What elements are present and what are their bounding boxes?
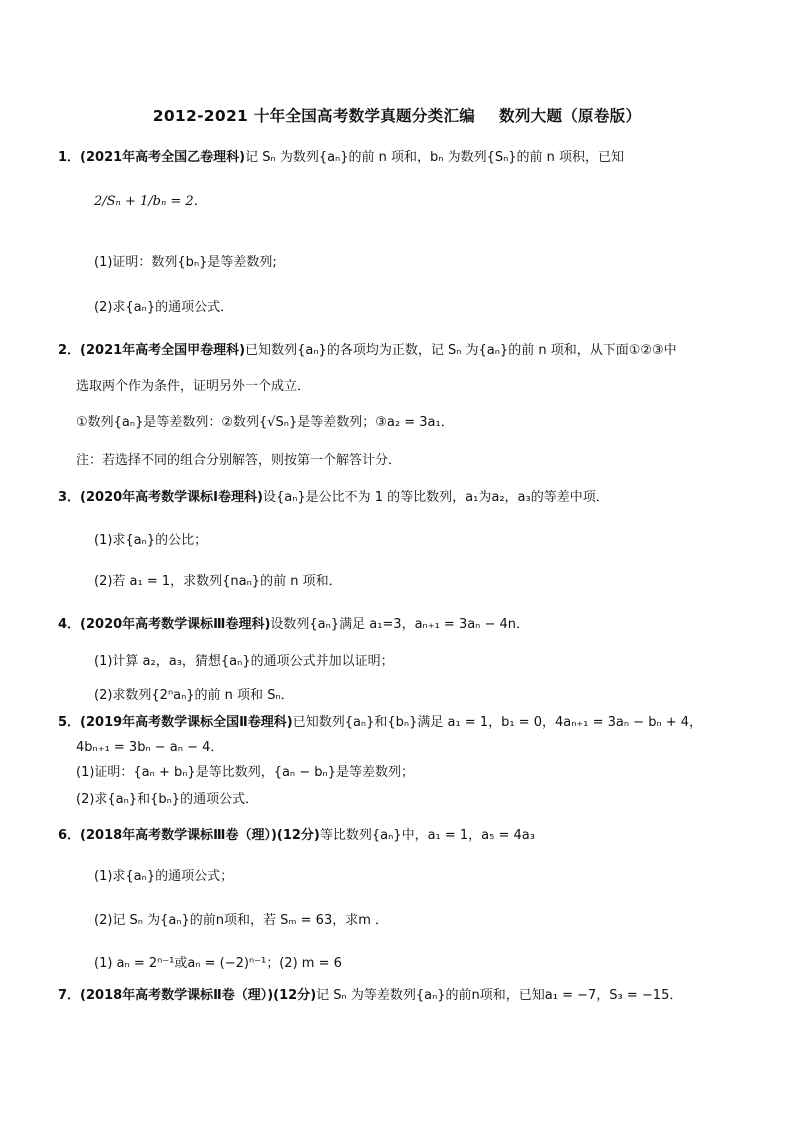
problem-5-stem-cont: 4bₙ₊₁ = 3bₙ − aₙ − 4． [76,740,224,755]
equation-text: 2/Sₙ + 1/bₙ = 2． [94,194,207,209]
problem-1-stem: 1．(2021年高考全国乙卷理科)记 Sₙ 为数列{aₙ}的前 n 项和，bₙ 为数列{Sₙ}的前 n 项积，已知 [58,150,625,165]
title-sub: 数列大题（原卷版） [499,107,642,125]
problem-2-conditions: ①数列{aₙ}是等差数列：②数列{√Sₙ}是等差数列；③a₂ = 3a₁． [76,415,454,430]
problem-2-stem-cont: 选取两个作为条件，证明另外一个成立． [76,379,311,394]
problem-1-equation [94,190,207,209]
problem-5-part-2: (2)求{aₙ}和{bₙ}的通项公式． [76,792,259,807]
problem-3-part-2: (2)若 a₁ = 1，求数列{naₙ}的前 n 项和． [94,574,342,589]
problem-7-stem: 7．(2018年高考数学课标Ⅱ卷（理）)(12分)记 Sₙ 为等差数列{aₙ}的前n项和，已知a₁ = −7，S₃ = −15． [58,988,683,1003]
problem-6-answer: (1) aₙ = 2ⁿ⁻¹或aₙ = (−2)ⁿ⁻¹；(2) m = 6 [94,956,342,971]
problem-2-stem: 2．(2021年高考全国甲卷理科)已知数列{aₙ}的各项均为正数，记 Sₙ 为{aₙ}的前 n 项和，从下面①②③中 [58,343,677,358]
problem-1-part-2: (2)求{aₙ}的通项公式． [94,300,234,315]
problem-2-note: 注：若选择不同的组合分别解答，则按第一个解答计分． [76,453,402,468]
problem-4-part-2: (2)求数列{2ⁿaₙ}的前 n 项和 Sₙ． [94,688,294,703]
problem-1-part-1: (1)证明：数列{bₙ}是等差数列; [94,255,277,270]
title-main: 2012-2021 十年全国高考数学真题分类汇编 [152,107,476,125]
problem-3-stem: 3．(2020年高考数学课标Ⅰ卷理科)设{aₙ}是公比不为 1 的等比数列，a₁为a₂，a₃的等差中项． [58,490,609,505]
problem-6-part-1: (1)求{aₙ}的通项公式； [94,869,234,884]
problem-5-part-1: (1)证明：{aₙ + bₙ}是等比数列，{aₙ − bₙ}是等差数列； [76,765,414,780]
problem-5-stem: 5．(2019年高考数学课标全国Ⅱ卷理科)已知数列{aₙ}和{bₙ}满足 a₁ = 1，b₁ = 0，4aₙ₊₁ = 3aₙ − bₙ + 4， [58,715,703,730]
problem-6-stem: 6．(2018年高考数学课标Ⅲ卷（理）)(12分)等比数列{aₙ}中，a₁ = 1，a₅ = 4a₃ [58,828,535,843]
page-title [0,104,794,126]
problem-4-part-1: (1)计算 a₂，a₃，猜想{aₙ}的通项公式并加以证明； [94,654,394,669]
problem-4-stem: 4．(2020年高考数学课标Ⅲ卷理科)设数列{aₙ}满足 a₁=3，aₙ₊₁ = 3aₙ − 4n． [58,617,530,632]
problem-3-part-1: (1)求{aₙ}的公比； [94,533,208,548]
problem-6-part-2: (2)记 Sₙ 为{aₙ}的前n项和，若 Sₘ = 63，求m ． [94,913,389,928]
